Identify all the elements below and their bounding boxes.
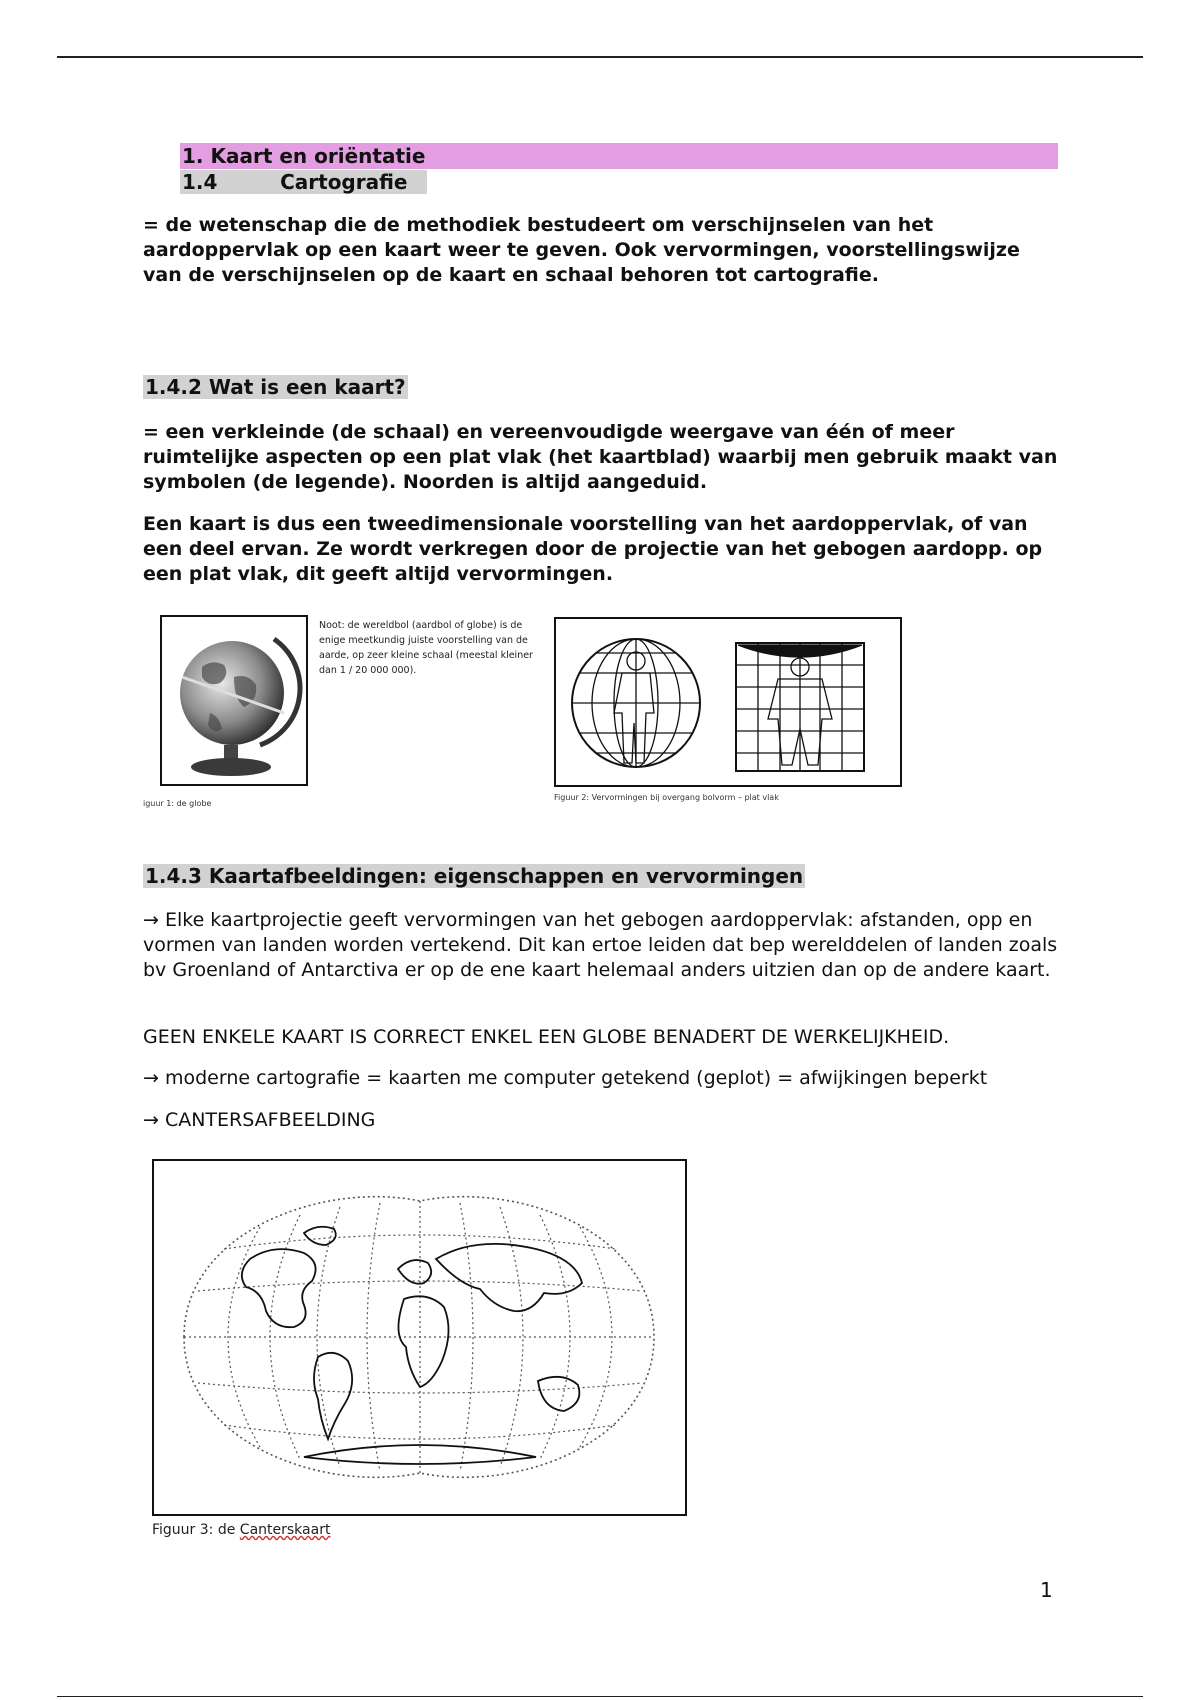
page-number: 1 <box>1040 1578 1053 1602</box>
distortion-figure <box>554 617 902 787</box>
chapter-heading: 1. Kaart en oriëntatie <box>180 143 1058 169</box>
figure-3-caption <box>152 1522 330 1538</box>
globe-figure <box>160 615 308 786</box>
section-1-4-3-heading: 1.4.3 Kaartafbeeldingen: eigenschappen en vervormingen <box>145 864 804 888</box>
intro-definition: = de wetenschap die de methodiek bestudeert om verschijnselen van het aardoppervlak op een kaart weer te geven. Ook vervormingen, voorstellingswijze van de verschijnselen op de kaart en schaal behoren tot cartografie. <box>143 214 1020 286</box>
section-1-4-2-heading: 1.4.2 Wat is een kaart? <box>145 375 406 399</box>
section-heading-1-4: 1.4 Cartografie <box>180 170 427 194</box>
canters-map-illustration <box>154 1161 685 1514</box>
map-definition: = een verkleinde (de schaal) en vereenvoudigde weergave van één of meer ruimtelijke aspecten op een plat vlak (het kaartblad) waarbij men gebruik maakt van symbolen (de legende). Noorden is altijd aangeduid. <box>143 421 1058 493</box>
globe-illustration <box>162 617 306 784</box>
no-map-correct-text: GEEN ENKELE KAART IS CORRECT ENKEL EEN GLOBE BENADERT DE WERKELIJKHEID. <box>143 1026 950 1048</box>
figure-1-caption: iguur 1: de globe <box>143 799 212 808</box>
figure-3-caption-prefix: Figuur 3: de <box>152 1522 240 1538</box>
map-explanation: Een kaart is dus een tweedimensionale voorstelling van het aardoppervlak, of van een deel ervan. Ze wordt verkregen door de projectie van het gebogen aardopp. op een plat vlak, dit geeft altijd vervormingen. <box>143 513 1043 585</box>
header-rule <box>57 56 1143 58</box>
figure-2-caption: Figuur 2: Vervormingen bij overgang bolvorm – plat vlak <box>554 793 779 802</box>
canters-map-figure <box>152 1159 687 1516</box>
distortion-illustration <box>556 619 900 785</box>
section-1-4-2-heading-wrap <box>143 374 1058 401</box>
section-1-4-3-heading-wrap <box>143 863 1058 890</box>
modern-cartography-text: → moderne cartografie = kaarten me computer getekend (geplot) = afwijkingen beperkt <box>143 1067 988 1089</box>
projection-distortion-text: → Elke kaartprojectie geeft vervormingen van het gebogen aardoppervlak: afstanden, opp en vormen van landen worden vertekend. Dit kan ertoe leiden dat bep werelddelen of landen zoals bv Groenland of Antarctiva er op de ene kaart helemaal anders uitzien dan op de andere kaart. <box>143 909 1058 981</box>
footer-rule <box>57 1696 1143 1697</box>
globe-note: Noot: de wereldbol (aardbol of globe) is de enige meetkundig juiste voorstelling van de aarde, op zeer kleine schaal (meestal kleiner dan 1 / 20 000 000). <box>319 620 533 676</box>
figure-3-caption-word: Canterskaart <box>239 1522 331 1538</box>
canters-label: → CANTERSAFBEELDING <box>143 1109 376 1131</box>
